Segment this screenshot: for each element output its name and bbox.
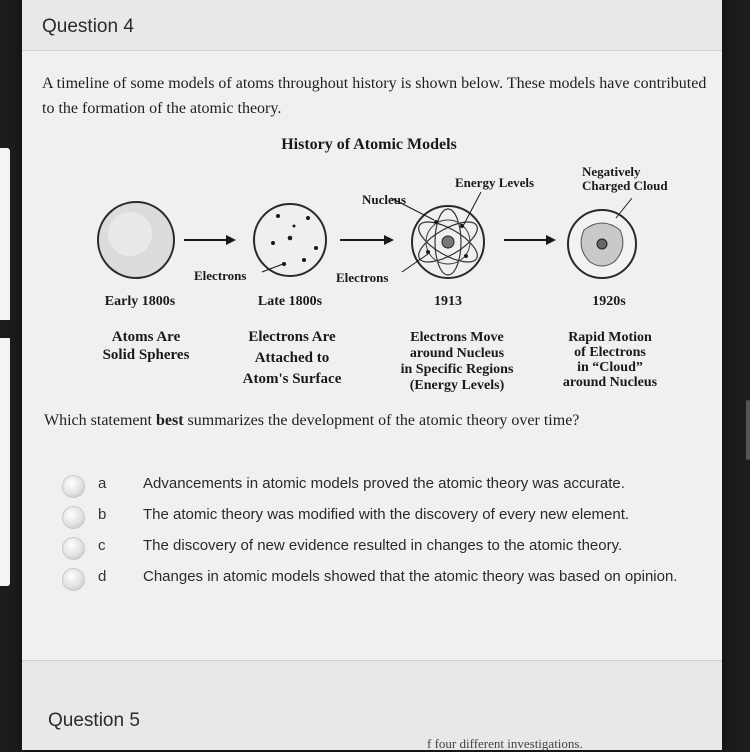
era-label: Early 1800s (104, 294, 176, 309)
model-description: around Nucleus (409, 346, 505, 361)
bohr-model (412, 206, 484, 278)
choice-text: Advancements in atomic models proved the atomic theory was accurate. (143, 475, 625, 492)
choice-letter: c (98, 537, 106, 554)
next-question-title: Question 5 (48, 710, 140, 731)
choice-letter: a (98, 475, 107, 492)
model-description: Attached to (254, 350, 330, 366)
electrons-label-2: Electrons (336, 270, 389, 285)
model-description: around Nucleus (562, 375, 658, 390)
era-label: Late 1800s (257, 294, 323, 309)
cloud-label-line2: Charged Cloud (582, 178, 668, 193)
next-question-area (22, 661, 722, 750)
era-label: 1920s (592, 294, 626, 309)
question-panel (22, 0, 722, 750)
arrow-icon (184, 235, 236, 245)
radio-button[interactable] (62, 506, 85, 529)
model-description: (Energy Levels) (409, 378, 505, 393)
atomic-models-diagram (64, 130, 684, 400)
arrow-icon (504, 235, 556, 245)
model-description: Rapid Motion (568, 330, 652, 345)
model-description: Atoms Are (111, 329, 181, 345)
era-label: 1913 (434, 294, 462, 309)
model-description: Solid Spheres (102, 347, 190, 363)
radio-button[interactable] (62, 537, 85, 560)
cloud-label-line1: Negatively (582, 164, 641, 179)
model-description: in “Cloud” (577, 360, 643, 375)
nucleus-label: Nucleus (362, 192, 407, 207)
model-description: Atom's Surface (242, 371, 342, 387)
arrow-icon (340, 235, 394, 245)
question-intro: A timeline of some models of atoms throughout history is shown below. These models have contributed to the formation of the atomic theory. (42, 75, 707, 117)
choice-d[interactable] (62, 566, 702, 612)
model-description: of Electrons (574, 345, 646, 360)
model-description: in Specific Regions (400, 362, 514, 377)
choice-b[interactable] (62, 504, 702, 530)
diagram-title: History of Atomic Models (281, 136, 457, 153)
radio-button[interactable] (62, 568, 85, 591)
side-tab-divider (0, 320, 14, 338)
question-suffix: summarizes the development of the atomic theory over time? (183, 412, 580, 429)
electrons-label-1: Electrons (194, 268, 247, 283)
choice-c[interactable] (62, 535, 702, 561)
choice-a[interactable] (62, 473, 702, 499)
choice-letter: d (98, 568, 107, 585)
question-title: Question 4 (42, 16, 134, 37)
model-description: Electrons Move (410, 330, 504, 345)
question-stem (44, 412, 704, 430)
radio-button[interactable] (62, 475, 85, 498)
next-question-text: f four different investigations. (427, 736, 583, 751)
energy-levels-label: Energy Levels (455, 175, 535, 190)
question-header (22, 0, 722, 51)
choice-text: The atomic theory was modified with the discovery of every new element. (143, 506, 630, 523)
model-description: Electrons Are (248, 329, 336, 345)
scrollbar[interactable] (746, 400, 750, 460)
choice-text: Changes in atomic models showed that the atomic theory was based on opinion. (143, 568, 678, 585)
electron-cloud-model (568, 210, 636, 278)
question-prefix: Which statement (44, 412, 156, 429)
choice-text: The discovery of new evidence resulted in changes to the atomic theory. (143, 537, 623, 554)
choice-letter: b (98, 506, 107, 523)
question-bold: best (155, 412, 184, 429)
side-panel-tab[interactable] (0, 148, 10, 586)
